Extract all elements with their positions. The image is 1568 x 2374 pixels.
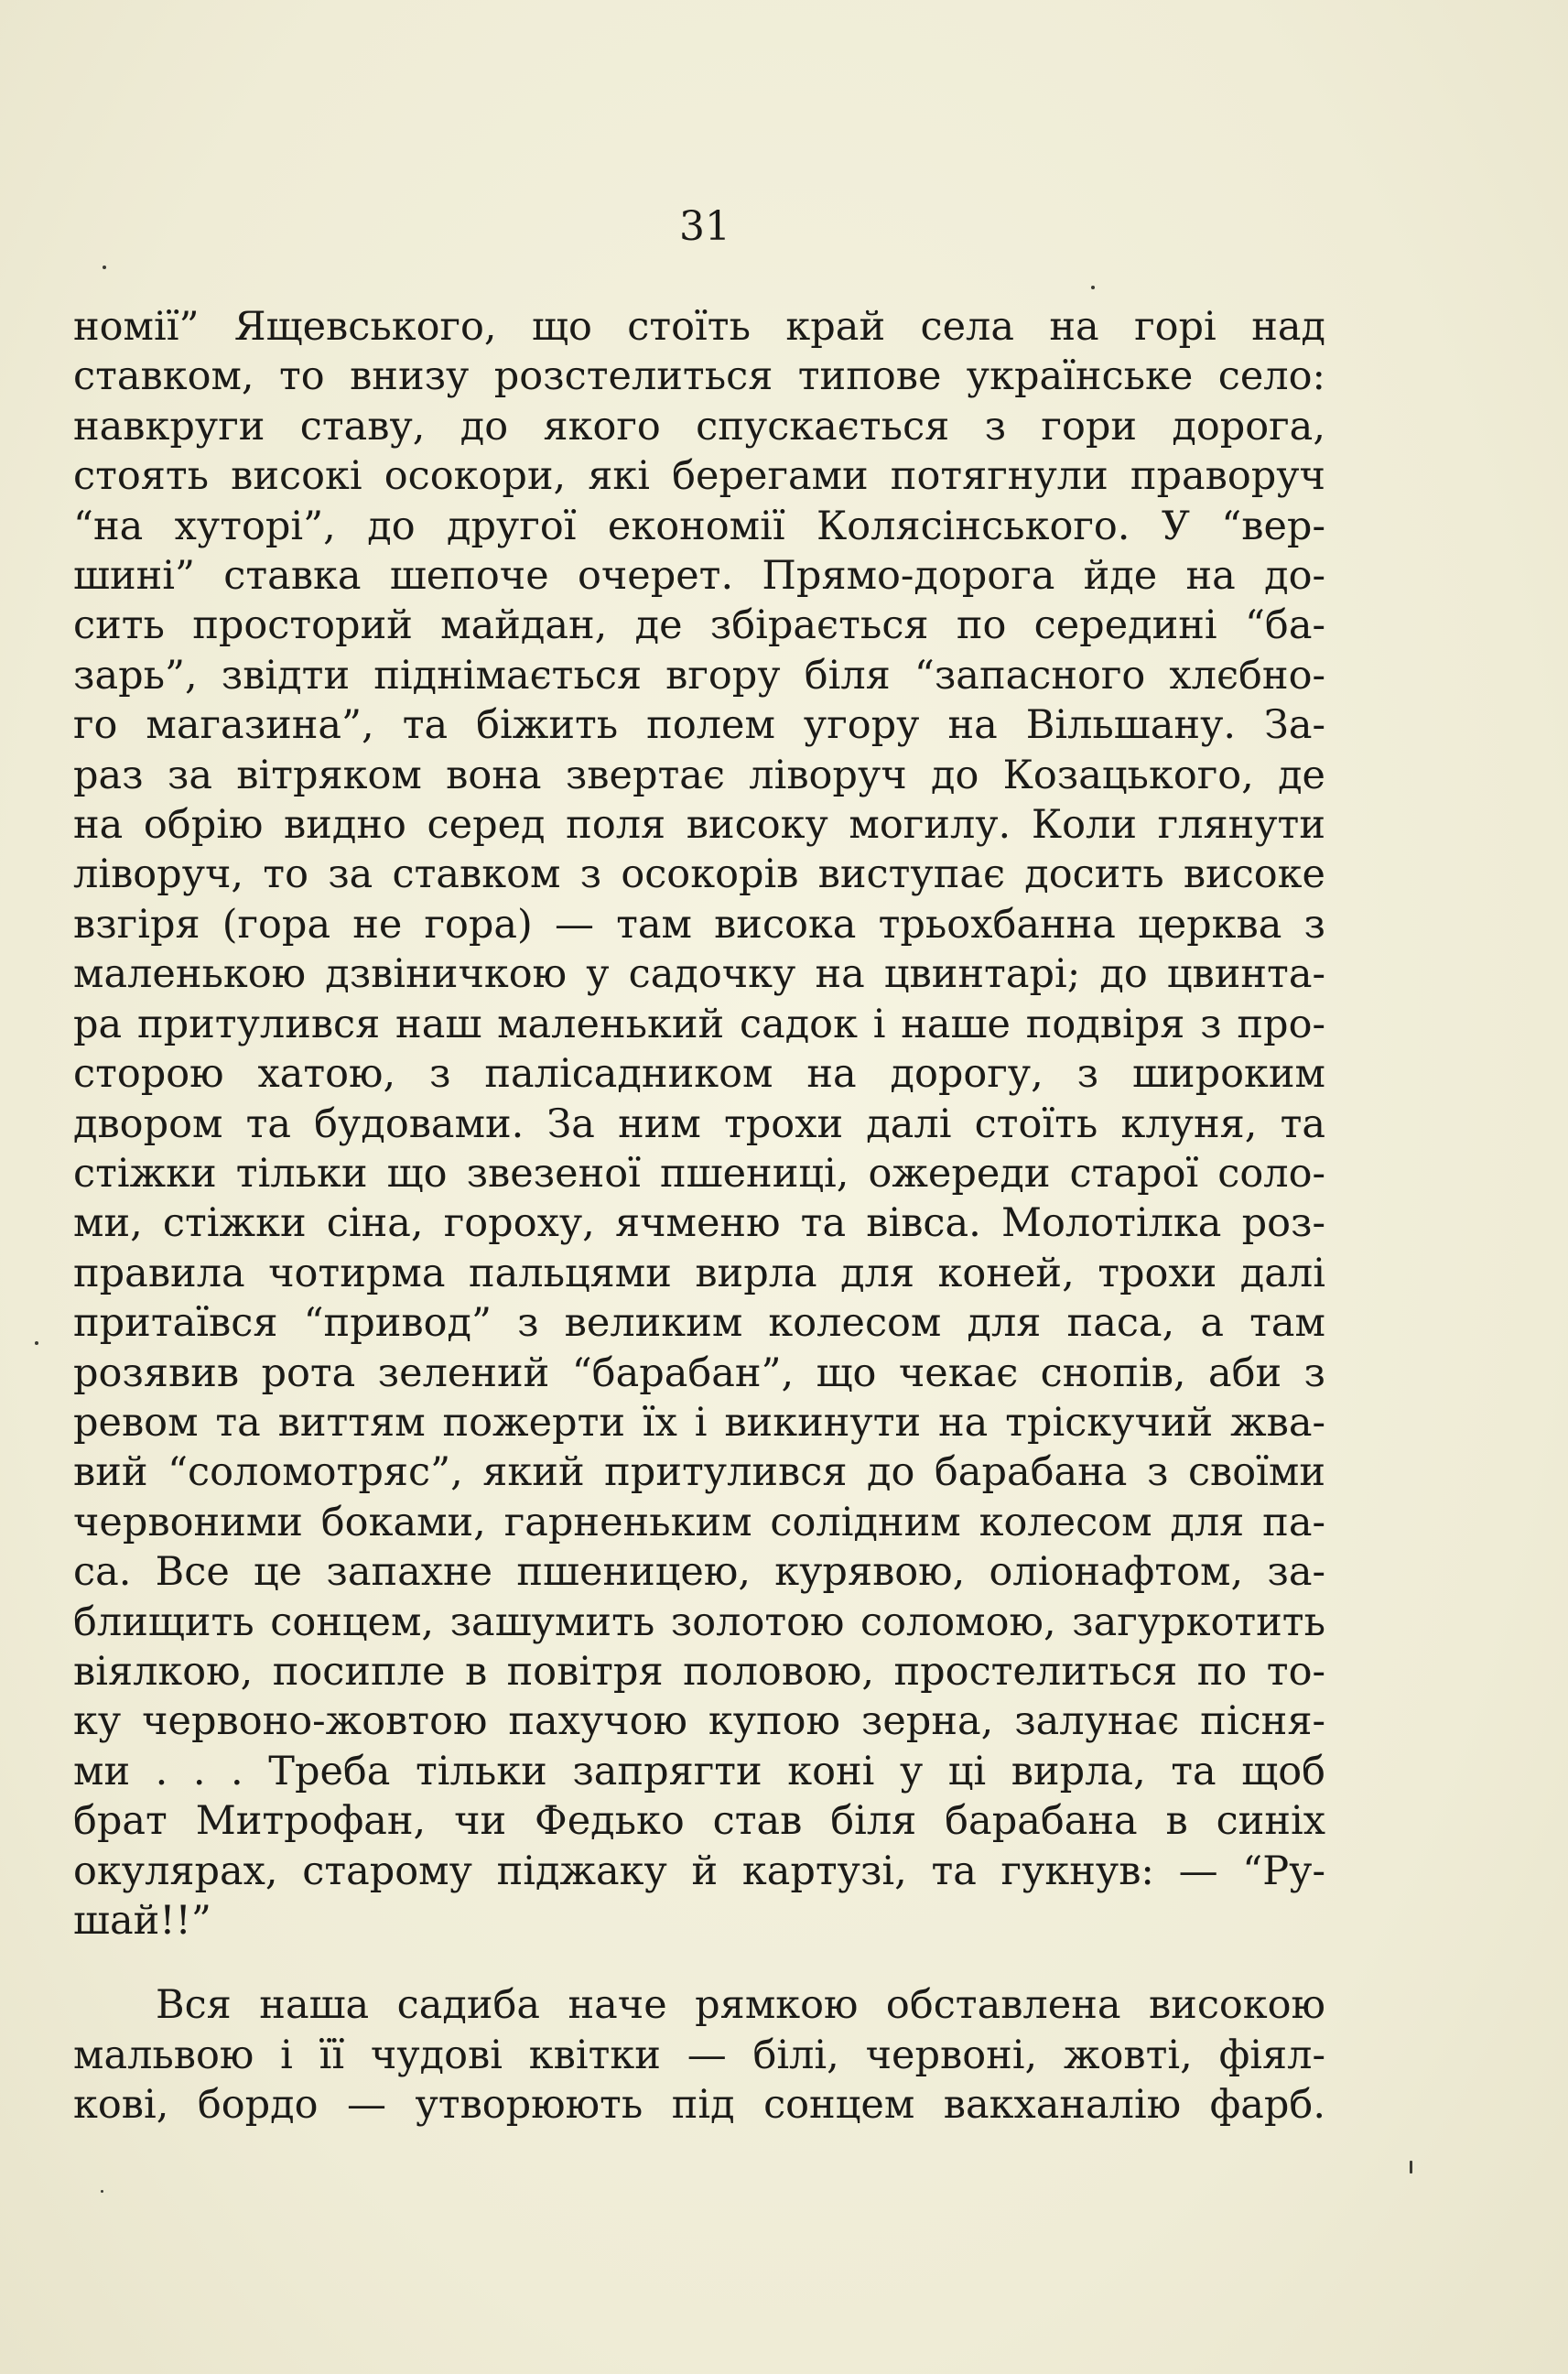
text-line: ставком, то внизу розстелиться типове українське село: — [73, 353, 1325, 400]
text-line: правила чотирма пальцями вирла для коней, трохи далі — [73, 1250, 1325, 1296]
text-line: сить просторий майдан, де збірається по середині “ба- — [73, 602, 1325, 649]
body-text — [73, 302, 1325, 2130]
text-line: маленькою дзвіничкою у садочку на цвинтарі; до цвинта- — [73, 951, 1325, 998]
text-line: ку червоно-жовтою пахучою купою зерна, залунає пісня- — [73, 1698, 1325, 1745]
text-line: окулярах, старому піджаку й картузі, та гукнув: — “Ру- — [73, 1848, 1325, 1894]
text-line: взгіря (гора не гора) — там висока трьохбанна церква з — [73, 901, 1325, 948]
text-line: стіжки тільки що звезеної пшениці, ожереди старої соло- — [73, 1150, 1325, 1197]
text-line: на обрію видно серед поля високу могилу. Коли глянути — [73, 802, 1325, 849]
text-line: номії” Ящевського, що стоїть край села на горі над — [73, 304, 1325, 350]
scan-speck — [101, 2190, 103, 2193]
text-line: притаївся “привод” з великим колесом для паса, а там — [73, 1300, 1325, 1347]
text-line: мальвою і її чудові квітки — білі, червоні, жовті, фіял- — [73, 2032, 1325, 2078]
text-line: кові, бордо — утворюють під сонцем вакханалію фарб. — [73, 2082, 1325, 2129]
text-line: червоними боками, гарненьким солідним колесом для па- — [73, 1499, 1325, 1545]
paragraph-1 — [73, 302, 1325, 1946]
scan-speck — [35, 1341, 38, 1345]
text-line: шай!!” — [73, 1898, 211, 1944]
text-line: ми, стіжки сіна, гороху, ячменю та вівса. Молотілка роз- — [73, 1200, 1325, 1247]
paragraph-2 — [73, 1980, 1325, 2130]
text-line: брат Митрофан, чи Федько став біля барабана в синіх — [73, 1798, 1325, 1845]
text-line: раз за вітряком вона звертає ліворуч до Козацького, де — [73, 752, 1325, 798]
text-line: двором та будовами. За ним трохи далі стоїть клуня, та — [73, 1100, 1325, 1147]
text-line: навкруги ставу, до якого спускається з гори дорога, — [73, 403, 1325, 450]
text-line: ліворуч, то за ставком з осокорів виступає досить високе — [73, 851, 1325, 898]
text-line: ревом та виттям пожерти їх і викинути на тріскучий жва- — [73, 1399, 1325, 1446]
text-line: “на хуторі”, до другої економії Колясінського. У “вер- — [73, 503, 1325, 549]
text-line: ра притулився наш маленький садок і наше подвіря з про- — [73, 1001, 1325, 1047]
text-line: са. Все це запахне пшеницею, курявою, оліонафтом, за- — [73, 1549, 1325, 1596]
text-line: вий “соломотряс”, який притулився до барабана з своїми — [73, 1449, 1325, 1496]
scan-speck — [1410, 2161, 1412, 2173]
text-line: шині” ставка шепоче очерет. Прямо-дорога йде на до- — [73, 553, 1325, 600]
scan-speck — [103, 266, 106, 269]
text-line: віялкою, посипле в повітря половою, простелиться по то- — [73, 1648, 1325, 1695]
text-line: Вся наша садиба наче рямкою обставлена високою — [156, 1982, 1325, 2029]
text-line: розявив рота зелений “барабан”, що чекає снопів, аби з — [73, 1350, 1325, 1396]
text-line: сторою хатою, з палісадником на дорогу, з широким — [73, 1051, 1325, 1098]
scan-speck — [1091, 286, 1095, 289]
page-number: 31 — [679, 203, 730, 250]
text-line: зарь”, звідти піднімається вгору біля “запасного хлєбно- — [73, 652, 1325, 699]
text-line: стоять високі осокори, які берегами потягнули праворуч — [73, 453, 1325, 500]
text-line: го магазина”, та біжить полем угору на Вільшану. За- — [73, 702, 1325, 749]
text-line: блищить сонцем, зашумить золотою соломою, загуркотить — [73, 1599, 1325, 1645]
text-line: ми . . . Треба тільки запрягти коні у ці вирла, та щоб — [73, 1748, 1325, 1794]
